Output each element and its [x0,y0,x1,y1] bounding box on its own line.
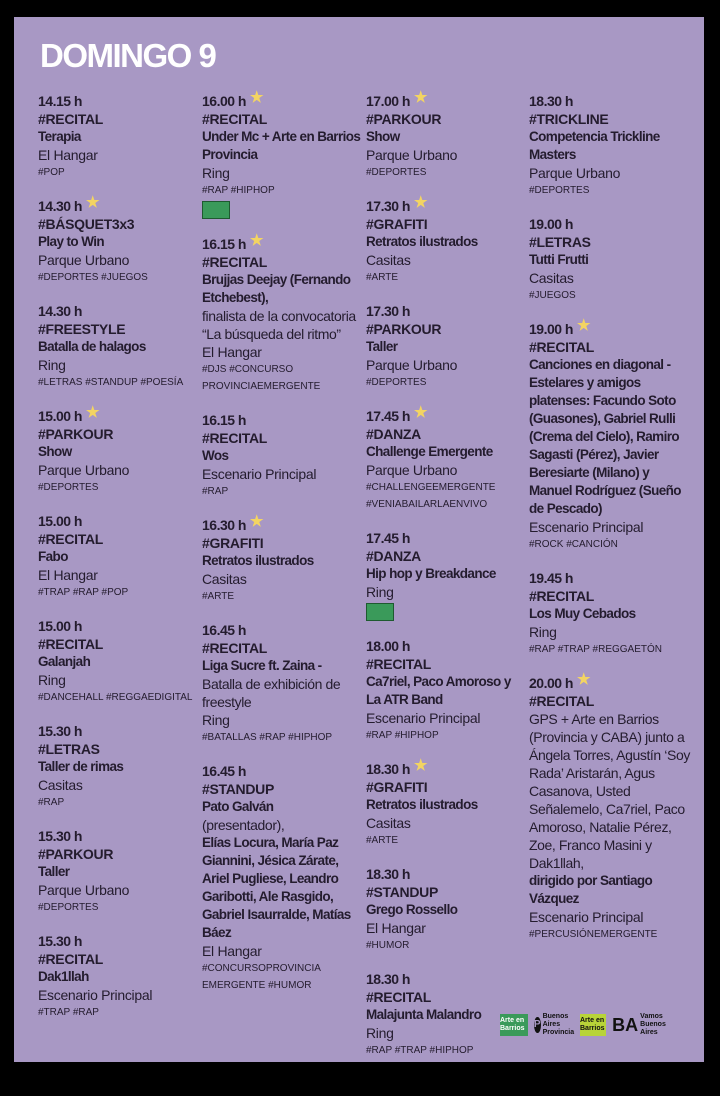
event-venue: Casitas [202,571,247,587]
schedule-column-1 [38,92,200,1037]
event-category: #GRAFITI [202,535,264,551]
event-venue: Parque Urbano [38,252,130,268]
event-category: #RECITAL [529,693,595,709]
arte-en-barrios-logo: Arte en Barrios [500,1014,528,1036]
event-category: #PARKOUR [38,426,114,442]
event-tags: #RAP #HIPHOP [366,730,439,741]
event-item [366,529,528,621]
event-tags: #HUMOR [366,940,410,951]
event-time-text: 15.30 h [38,723,82,739]
event-tags: #DEPORTES [38,902,99,913]
event-time [38,194,200,215]
event-category: #STANDUP [202,781,275,797]
event-name: Challenge Emergente [366,444,493,459]
event-category: #RECITAL [202,640,268,656]
event-tags: #DEPORTES [38,482,99,493]
event-item [202,513,364,605]
event-tags: #RAP #HIPHOP [202,185,275,196]
event-name: Grego Rossello [366,902,458,917]
event-category: #GRAFITI [366,216,428,232]
event-tags: #RAP #TRAP #HIPHOP [366,1045,474,1056]
event-time-text: 15.00 h [38,408,82,424]
event-time-text: 16.45 h [202,622,246,638]
star-icon: ★ [413,89,427,106]
event-venue: Parque Urbano [529,165,621,181]
event-time [202,513,364,534]
event-time [38,302,200,320]
event-tags: #ARTE [202,591,235,602]
event-tags: #POP [38,167,65,178]
event-time-text: 14.30 h [38,303,82,319]
event-time-text: 16.15 h [202,236,246,252]
event-item [202,762,364,994]
event-tags: #RAP [202,486,229,497]
star-icon: ★ [249,232,263,249]
event-venue: Ring [202,165,230,181]
event-tags: #JUEGOS [529,290,576,301]
event-description: Batalla de exhibición de freestyle [202,676,341,710]
event-name-extra: Elías Locura, María Paz Giannini, Jésica Zárate, Ariel Pugliese, Leandro Garibotti, Ale Rasgido, Gabriel Isaurralde, Matías Báez [202,835,351,940]
poster [14,17,704,1062]
event-tags: #CHALLENGEEMERGENTE #VENIABAILARLAENVIVO [366,482,496,510]
event-name: Wos [202,448,229,463]
event-venue: Parque Urbano [366,357,458,373]
event-time-text: 17.00 h [366,93,410,109]
event-item [38,827,200,916]
event-item [529,569,691,658]
event-tags: #DEPORTES [366,377,427,388]
event-category: #FREESTYLE [38,321,126,337]
event-time-text: 15.00 h [38,513,82,529]
event-time-text: 16.15 h [202,412,246,428]
event-venue: El Hangar [38,567,98,583]
event-time [38,617,200,635]
event-item [366,302,528,391]
event-name: Galanjah [38,654,91,669]
vamos-buenos-aires-logo: BA Vamos Buenos Aires [612,1013,666,1036]
event-item [38,194,200,286]
event-time [38,827,200,845]
event-category: #STANDUP [366,884,439,900]
event-venue: Casitas [366,252,411,268]
event-time-text: 14.30 h [38,198,82,214]
event-tags: #TRAP #RAP [38,1007,99,1018]
event-item [529,92,691,199]
event-time [529,215,691,233]
event-name: Show [38,444,72,459]
event-item [202,89,364,219]
event-category: #RECITAL [202,254,268,270]
event-time-text: 18.00 h [366,638,410,654]
event-time [38,932,200,950]
event-category: #RECITAL [202,430,268,446]
event-tags: #DEPORTES #JUEGOS [38,272,148,283]
star-icon: ★ [576,317,590,334]
event-venue: Ring [38,672,66,688]
event-category: #RECITAL [366,656,432,672]
event-time-text: 19.00 h [529,321,573,337]
event-venue: Escenario Principal [529,519,644,535]
event-name: Pato Galván [202,799,274,814]
event-time-text: 18.30 h [366,761,410,777]
event-venue: El Hangar [202,344,262,360]
event-category: #RECITAL [38,951,104,967]
event-name: Ca7riel, Paco Amoroso y La ATR Band [366,674,511,707]
event-tags: #PERCUSIÓNEMERGENTE [529,929,658,940]
event-category: #PARKOUR [38,846,114,862]
event-time [529,317,691,338]
event-category: #DANZA [366,426,421,442]
event-item [366,865,528,954]
event-tags: #CONCURSOPROVINCIA EMERGENTE #HUMOR [202,963,321,991]
event-venue: Ring [202,712,230,728]
event-time-text: 15.30 h [38,828,82,844]
event-time-text: 15.00 h [38,618,82,634]
event-category: #LETRAS [38,741,100,757]
event-time [202,89,364,110]
event-tags: #DEPORTES [366,167,427,178]
event-item [38,617,200,706]
event-name: Liga Sucre ft. Zaina - [202,658,322,673]
event-category: #RECITAL [38,636,104,652]
event-item [202,411,364,500]
event-venue: Ring [529,624,557,640]
event-tags: #RAP #TRAP #REGGAETÓN [529,644,663,655]
event-venue: Casitas [529,270,574,286]
star-icon: ★ [249,513,263,530]
event-venue: Escenario Principal [529,909,644,925]
event-name: Retratos ilustrados [202,553,314,568]
event-category: #RECITAL [366,989,432,1005]
event-name: Malajunta Malandro [366,1007,482,1022]
star-icon: ★ [85,404,99,421]
event-name: Retratos ilustrados [366,797,478,812]
schedule-column-4 [529,92,691,959]
event-time [529,569,691,587]
event-tags: #DJS #CONCURSO PROVINCIAEMERGENTE [202,364,321,392]
event-time-text: 17.45 h [366,530,410,546]
event-venue: Escenario Principal [366,710,481,726]
event-time [529,671,691,692]
event-venue: Casitas [366,815,411,831]
schedule-column-3 [366,89,528,1075]
event-item [38,404,200,496]
event-time [366,865,528,883]
event-venue: Escenario Principal [202,466,317,482]
event-venue: Parque Urbano [366,462,458,478]
buenos-aires-provincia-logo: P Buenos Aires Provincia [533,1013,575,1036]
event-time-text: 17.30 h [366,198,410,214]
event-name: Competencia Trickline Masters [529,129,660,162]
event-item [38,932,200,1021]
event-tags: #BATALLAS #RAP #HIPHOP [202,732,333,743]
event-item [202,232,364,395]
event-tags: #TRAP #RAP #POP [38,587,129,598]
event-time [366,194,528,215]
event-tags: #DEPORTES [529,185,590,196]
event-time-text: 16.45 h [202,763,246,779]
event-venue: Escenario Principal [38,987,153,1003]
event-category: #RECITAL [38,111,104,127]
event-name: Under Mc + Arte en Barrios Provincia [202,129,361,162]
event-item [366,404,528,513]
event-category: #BÁSQUET3x3 [38,216,135,232]
event-name: Fabo [38,549,68,564]
event-time [202,411,364,429]
event-name: Retratos ilustrados [366,234,478,249]
event-time-text: 16.30 h [202,517,246,533]
star-icon: ★ [85,194,99,211]
arte-en-barrios-badge-icon [366,603,394,621]
p-icon: P [534,1017,541,1033]
event-time-text: 14.15 h [38,93,82,109]
event-venue: Parque Urbano [38,882,130,898]
event-item [366,757,528,849]
event-time-text: 19.45 h [529,570,573,586]
event-item [202,621,364,746]
event-name: Dak1llah [38,969,89,984]
event-time [366,637,528,655]
page-title: DOMINGO 9 [40,37,216,74]
arte-en-barrios-logo-2: Arte en Barrios [580,1014,606,1036]
star-icon: ★ [576,671,590,688]
event-name: Tutti Frutti [529,252,589,267]
event-venue: El Hangar [38,147,98,163]
event-category: #RECITAL [38,531,104,547]
star-icon: ★ [413,194,427,211]
event-venue: Parque Urbano [366,147,458,163]
event-time [366,757,528,778]
event-description: (presentador), [202,817,285,833]
star-icon: ★ [413,757,427,774]
star-icon: ★ [249,89,263,106]
event-category: #RECITAL [529,588,595,604]
event-venue: Ring [366,1025,394,1041]
event-item [38,722,200,811]
event-name: Play to Win [38,234,105,249]
event-category: #RECITAL [202,111,268,127]
star-icon: ★ [413,404,427,421]
event-description: finalista de la convocatoria “La búsqueda del ritmo” [202,308,356,342]
event-time-text: 17.45 h [366,408,410,424]
event-time-text: 17.30 h [366,303,410,319]
event-category: #DANZA [366,548,421,564]
event-tags: #ARTE [366,272,399,283]
event-description: GPS + Arte en Barrios (Provincia y CABA) junto a Ángela Torres, Agustín ‘Soy Rada’ Aristarán, Agus Casanova, Usted Señalemelo, Ca7riel, Paco Amoroso, Natalie Pérez, Zoe, Franco Masini y Dak1llah, [529,711,690,871]
event-time [366,302,528,320]
event-category: #PARKOUR [366,321,442,337]
event-time [38,512,200,530]
event-venue: El Hangar [366,920,426,936]
event-time-text: 15.30 h [38,933,82,949]
event-time-text: 18.30 h [529,93,573,109]
event-venue: Casitas [38,777,83,793]
event-name: Show [366,129,400,144]
event-time [366,404,528,425]
event-category: #RECITAL [529,339,595,355]
event-item [38,512,200,601]
event-tags: #ROCK #CANCIÓN [529,539,618,550]
event-item [38,92,200,181]
event-tags: #LETRAS #STANDUP #POESÍA [38,377,184,388]
event-tags: #RAP [38,797,65,808]
event-venue: Ring [38,357,66,373]
event-category: #LETRAS [529,234,591,250]
event-category: #GRAFITI [366,779,428,795]
event-item [366,637,528,744]
event-time-text: 18.30 h [366,971,410,987]
arte-en-barrios-badge-icon [202,201,230,219]
event-tags: #DANCEHALL #REGGAEDIGITAL [38,692,193,703]
event-time-text: 20.00 h [529,675,573,691]
event-name-extra: dirigido por Santiago Vázquez [529,873,653,906]
event-name: Terapia [38,129,81,144]
event-time [38,722,200,740]
sponsor-logos [500,1014,664,1036]
event-time [366,529,528,547]
event-name: Taller de rimas [38,759,124,774]
event-venue: Parque Urbano [38,462,130,478]
event-name: Los Muy Cebados [529,606,636,621]
event-name: Taller [38,864,70,879]
event-name: Canciones en diagonal - Estelares y amigos platenses: Facundo Soto (Guasones), Gabriel Rulli (Crema del Cielo), Ramiro Sagasti (Pérez), Javier Beresiarte (Milano) y Manuel Rodríguez (Sueño de Pescado) [529,357,681,516]
event-time-text: 16.00 h [202,93,246,109]
event-time [529,92,691,110]
event-item [529,317,691,553]
event-venue: El Hangar [202,943,262,959]
event-category: #PARKOUR [366,111,442,127]
event-time [366,970,528,988]
event-name: Taller [366,339,398,354]
event-time [366,89,528,110]
event-item [529,215,691,304]
event-time [202,762,364,780]
event-time [38,404,200,425]
event-time [38,92,200,110]
event-item [529,671,691,943]
event-item [38,302,200,391]
ba-icon: BA [612,1015,639,1035]
event-name: Batalla de halagos [38,339,146,354]
event-time [202,232,364,253]
schedule-column-2 [202,89,364,1010]
event-name: Brujjas Deejay (Fernando Etchebest), [202,272,351,305]
event-tags: #ARTE [366,835,399,846]
event-time [202,621,364,639]
event-venue: Ring [366,584,394,600]
event-item [366,194,528,286]
event-category: #TRICKLINE [529,111,609,127]
event-item [366,89,528,181]
event-name: Hip hop y Breakdance [366,566,496,581]
event-time-text: 18.30 h [366,866,410,882]
event-time-text: 19.00 h [529,216,573,232]
